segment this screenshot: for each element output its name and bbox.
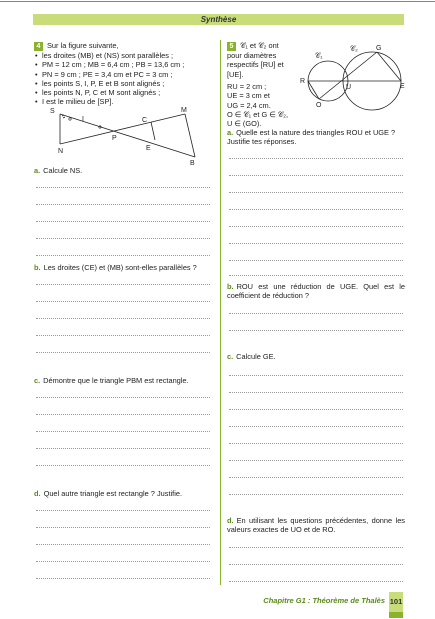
mark-o-1 <box>69 118 71 120</box>
answer-line[interactable] <box>36 544 210 545</box>
exercise-4-figure <box>40 104 215 173</box>
answer-line[interactable] <box>229 158 403 159</box>
label-c: C <box>142 117 148 124</box>
answer-line[interactable] <box>229 243 403 244</box>
label-n: N <box>58 148 64 155</box>
exercise-4-conditions <box>34 51 218 107</box>
data-line: RU = 2 cm ; <box>227 82 267 91</box>
label-c2: 𝒞₂ <box>350 46 358 53</box>
label-m: M <box>181 107 187 114</box>
condition-item: • les droites (MB) et (NS) sont parallèles ; <box>34 51 218 60</box>
question-5c: c. Calcule GE. <box>227 352 276 361</box>
label-s: S <box>50 108 55 115</box>
condition-item: • PM = 12 cm ; MB = 6,4 cm ; PB = 13,6 cm ; <box>34 60 218 69</box>
answer-line[interactable] <box>229 494 403 495</box>
exercise-4-number: 4 <box>34 42 43 51</box>
exercise-5-data <box>227 82 299 128</box>
data-line: UE = 3 cm et <box>227 91 270 101</box>
exercise-5-statement: 5 𝒞₁ et 𝒞₂ ont pour diamètres respectifs [RU] et [UE]. <box>227 41 284 79</box>
answer-line[interactable] <box>36 448 210 449</box>
answer-line[interactable] <box>229 375 403 376</box>
answer-line[interactable] <box>36 561 210 562</box>
answer-line[interactable] <box>36 221 210 222</box>
label-c1: 𝒞₁ <box>315 53 323 60</box>
answer-line[interactable] <box>229 477 403 478</box>
answer-line[interactable] <box>36 187 210 188</box>
question-5d: d. En utilisant les questions précédentes, donne les valeurs exactes de UO et de RO. <box>227 516 405 535</box>
answer-line[interactable] <box>36 397 210 398</box>
answer-line[interactable] <box>36 318 210 319</box>
answer-line[interactable] <box>229 275 403 276</box>
answer-line[interactable] <box>229 260 403 261</box>
data-line: UG = 2,4 cm. <box>227 100 271 110</box>
exercise-4-statement <box>34 41 218 107</box>
answer-line[interactable] <box>36 431 210 432</box>
page-tab-bar <box>389 612 403 618</box>
answer-line[interactable] <box>229 426 403 427</box>
segment-ro <box>308 81 319 99</box>
condition-item: • les points N, P, C et M sont alignés ; <box>34 88 218 97</box>
answer-line[interactable] <box>229 209 403 210</box>
answer-line[interactable] <box>36 510 210 511</box>
top-rule <box>0 1 435 2</box>
data-line: U ∈ (GO). <box>227 119 262 129</box>
answer-line[interactable] <box>36 335 210 336</box>
answer-line[interactable] <box>229 192 403 193</box>
line-nm <box>60 114 185 144</box>
question-4b: b. Les droites (CE) et (MB) sont-elles parallèles ? <box>34 263 197 272</box>
answer-line[interactable] <box>36 414 210 415</box>
answer-line[interactable] <box>229 443 403 444</box>
label-b: B <box>190 160 195 167</box>
line-og <box>319 52 377 99</box>
answer-line[interactable] <box>229 313 403 314</box>
label-r: R <box>300 78 306 85</box>
question-5a: a. Quelle est la nature des triangles ROU et UGE ? Justifie tes réponses. <box>227 128 396 147</box>
question-5b: b. ROU est une réduction de UGE. Quel est le coefficient de réduction ? <box>227 282 405 301</box>
page-number: 101 <box>389 592 403 612</box>
answer-line[interactable] <box>36 352 210 353</box>
answer-line[interactable] <box>36 284 210 285</box>
answer-line[interactable] <box>229 330 403 331</box>
answer-line[interactable] <box>229 409 403 410</box>
answer-line[interactable] <box>229 581 403 582</box>
answer-line[interactable] <box>36 465 210 466</box>
answer-line[interactable] <box>36 238 210 239</box>
question-4a: a. Calcule NS. <box>34 166 83 175</box>
label-p: P <box>112 135 117 142</box>
exercise-5-number: 5 <box>227 42 236 51</box>
label-o: O <box>316 102 322 109</box>
answer-line[interactable] <box>36 301 210 302</box>
answer-line[interactable] <box>36 578 210 579</box>
answer-line[interactable] <box>229 547 403 548</box>
segment-mb <box>185 114 195 157</box>
answer-line[interactable] <box>229 175 403 176</box>
label-e: E <box>146 145 151 152</box>
label-g: G <box>376 45 382 52</box>
exercise-4-intro: Sur la figure suivante, <box>47 41 119 50</box>
answer-line[interactable] <box>229 226 403 227</box>
line-sb <box>60 114 195 157</box>
data-line: O ∈ 𝒞₁ et G ∈ 𝒞₂, <box>227 109 289 119</box>
answer-line[interactable] <box>229 564 403 565</box>
section-header: Synthèse <box>33 14 404 25</box>
column-divider <box>220 40 221 585</box>
question-4d: d. Quel autre triangle est rectangle ? Justifie. <box>34 489 183 498</box>
answer-line[interactable] <box>229 460 403 461</box>
label-i: I <box>82 116 84 123</box>
condition-item: • les points S, I, P, E et B sont alignés ; <box>34 79 218 88</box>
segment-ce <box>151 122 155 140</box>
label-u: U <box>346 84 352 91</box>
answer-line[interactable] <box>36 255 210 256</box>
answer-line[interactable] <box>36 204 210 205</box>
condition-item: • PN = 9 cm ; PE = 3,4 cm et PC = 3 cm ; <box>34 70 218 79</box>
question-4c: c. Démontre que le triangle PBM est rectangle. <box>34 376 189 385</box>
condition-item: • I est le milieu de [SP]. <box>34 97 218 106</box>
exercise-5-figure <box>298 40 408 117</box>
answer-line[interactable] <box>36 527 210 528</box>
label-e: E <box>400 83 405 90</box>
chapter-footer: Chapitre G1 : Théorème de Thalès <box>263 596 385 605</box>
answer-line[interactable] <box>229 392 403 393</box>
